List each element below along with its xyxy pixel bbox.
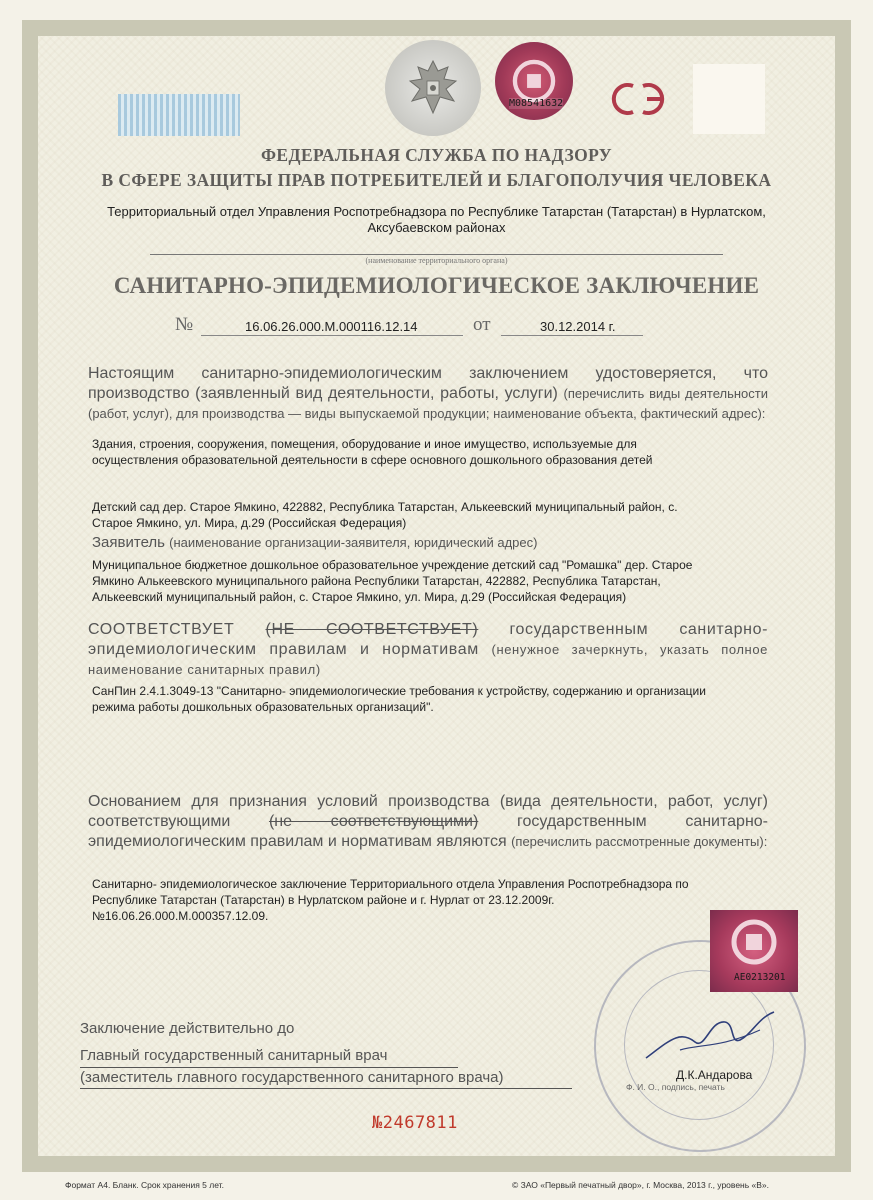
signer-title-underline bbox=[80, 1067, 458, 1068]
signer-deputy-underline bbox=[80, 1088, 572, 1089]
applicant-hint: (наименование организации-заявителя, юридический адрес) bbox=[169, 535, 538, 550]
basis-paragraph bbox=[88, 792, 768, 852]
complies-text: СООТВЕТСТВУЕТ bbox=[88, 621, 235, 638]
se-logo bbox=[603, 80, 681, 118]
activity-text bbox=[92, 436, 772, 468]
rules-text bbox=[92, 683, 772, 715]
object-address bbox=[92, 499, 772, 531]
rules-line-2: режима работы дошкольных образовательных организаций". bbox=[92, 700, 434, 714]
conformity-hint: (ненужное зачеркнуть, указать полное наименование санитарных правил) bbox=[88, 642, 768, 677]
basis-doc-line-3: №16.06.26.000.М.000357.12.09. bbox=[92, 909, 269, 923]
hologram-stamp-bottom bbox=[710, 910, 798, 992]
territorial-organ bbox=[70, 204, 803, 236]
document-title: САНИТАРНО-ЭПИДЕМИОЛОГИЧЕСКОЕ ЗАКЛЮЧЕНИЕ bbox=[113, 273, 760, 298]
signer-title: Главный государственный санитарный врач bbox=[80, 1047, 388, 1064]
basis-part-2: государственным санитарно-эпидемиологическим правилам и нормативам являются bbox=[88, 813, 768, 850]
organ-line-2: Аксубаевском районах bbox=[367, 220, 506, 235]
applicant-line-3: Алькеевский муниципальный район, с. Старое Ямкино, ул. Мира, д.29 (Российская Федерация) bbox=[92, 590, 627, 604]
footer-right: © ЗАО «Первый печатный двор», г. Москва, 2013 г., уровень «В». bbox=[512, 1180, 770, 1190]
address-line-2: Старое Ямкино, ул. Мира, д.29 (Российская Федерация) bbox=[92, 516, 407, 530]
basis-doc-line-1: Санитарно- эпидемиологическое заключение Территориального отдела Управления Роспотребнадзора по bbox=[92, 877, 689, 891]
rules-line-1: СанПин 2.4.1.3049-13 "Санитарно- эпидемиологические требования к устройству, содержанию и организации bbox=[92, 684, 706, 698]
signer-deputy: (заместитель главного государственного санитарного врача) bbox=[80, 1069, 504, 1086]
conformity-rest: государственным санитарно-эпидемиологическим правилам и нормативам bbox=[88, 621, 769, 658]
organ-caption: (наименование территориального органа) bbox=[365, 256, 508, 265]
top-stamp-code: M08541632 bbox=[509, 98, 564, 109]
not-complies-text: (НЕ СООТВЕТСТВУЕТ) bbox=[265, 621, 479, 638]
hologram-strip bbox=[118, 94, 240, 136]
applicant-label-row bbox=[92, 534, 537, 551]
number-value: 16.06.26.000.М.000116.12.14 bbox=[245, 319, 418, 334]
validity-label: Заключение действительно до bbox=[80, 1020, 295, 1037]
conformity-paragraph bbox=[88, 620, 768, 680]
activity-line-1: Здания, строения, сооружения, помещения, оборудование и иное имущество, используемые для bbox=[92, 437, 637, 451]
basis-part-1: Основанием для признания условий производства (вида деятельности, работ, услуг) соответствующими bbox=[88, 793, 768, 830]
basis-struck: (не соответствующими) bbox=[268, 813, 479, 830]
blank-patch bbox=[693, 64, 765, 134]
signer-name: Д.К.Андарова bbox=[676, 1068, 753, 1082]
bottom-stamp-code: AE0213201 bbox=[734, 972, 786, 983]
number-row bbox=[175, 316, 735, 338]
number-underline bbox=[201, 335, 463, 336]
intro-paragraph bbox=[88, 364, 768, 424]
blank-serial-number: №2467811 bbox=[372, 1113, 458, 1133]
intro-main: Настоящим санитарно-эпидемиологическим заключением удостоверяется, что производство (заявленный вид деятельности, работы, услуги) bbox=[88, 365, 768, 402]
basis-hint: (перечислить рассмотренные документы): bbox=[511, 834, 768, 849]
state-emblem-icon bbox=[385, 40, 481, 136]
applicant-label: Заявитель bbox=[92, 534, 165, 551]
applicant-text bbox=[92, 557, 772, 605]
fio-caption: Ф. И. О., подпись, печать bbox=[626, 1082, 725, 1092]
applicant-line-1: Муниципальное бюджетное дошкольное образовательное учреждение детский сад "Ромашка" дер. Старое bbox=[92, 558, 693, 572]
footer-left: Формат А4. Бланк. Срок хранения 5 лет. bbox=[65, 1180, 224, 1190]
basis-documents bbox=[92, 876, 772, 924]
date-value: 30.12.2014 г. bbox=[540, 319, 616, 334]
header-line-2: В СФЕРЕ ЗАЩИТЫ ПРАВ ПОТРЕБИТЕЛЕЙ И БЛАГОПОЛУЧИЯ ЧЕЛОВЕКА bbox=[101, 170, 772, 190]
address-line-1: Детский сад дер. Старое Ямкино, 422882, Республика Татарстан, Алькеевский муниципальный район, с. bbox=[92, 500, 678, 514]
activity-line-2: осуществления образовательной деятельности в сфере основного дошкольного образования детей bbox=[92, 453, 653, 467]
hologram-stamp-top bbox=[495, 42, 573, 120]
organ-underline bbox=[150, 254, 723, 255]
organ-line-1: Территориальный отдел Управления Роспотребнадзора по Республике Татарстан (Татарстан) в Нурлатском, bbox=[107, 204, 766, 219]
from-label: от bbox=[473, 314, 491, 335]
basis-doc-line-2: Республике Татарстан (Татарстан) в Нурлатском районе и г. Нурлат от 23.12.2009г. bbox=[92, 893, 555, 907]
header-line-1: ФЕДЕРАЛЬНАЯ СЛУЖБА ПО НАДЗОРУ bbox=[261, 145, 612, 165]
signature-icon bbox=[640, 1000, 780, 1070]
intro-hint: (перечислить виды деятельности (работ, услуг), для производства — виды выпускаемой продукции; наименование объекта, фактический адрес): bbox=[88, 386, 768, 421]
date-underline bbox=[501, 335, 643, 336]
number-label: № bbox=[175, 314, 194, 335]
applicant-line-2: Ямкино Алькеевского муниципального района Республики Татарстан, 422882, Республика Татарстан, bbox=[92, 574, 661, 588]
